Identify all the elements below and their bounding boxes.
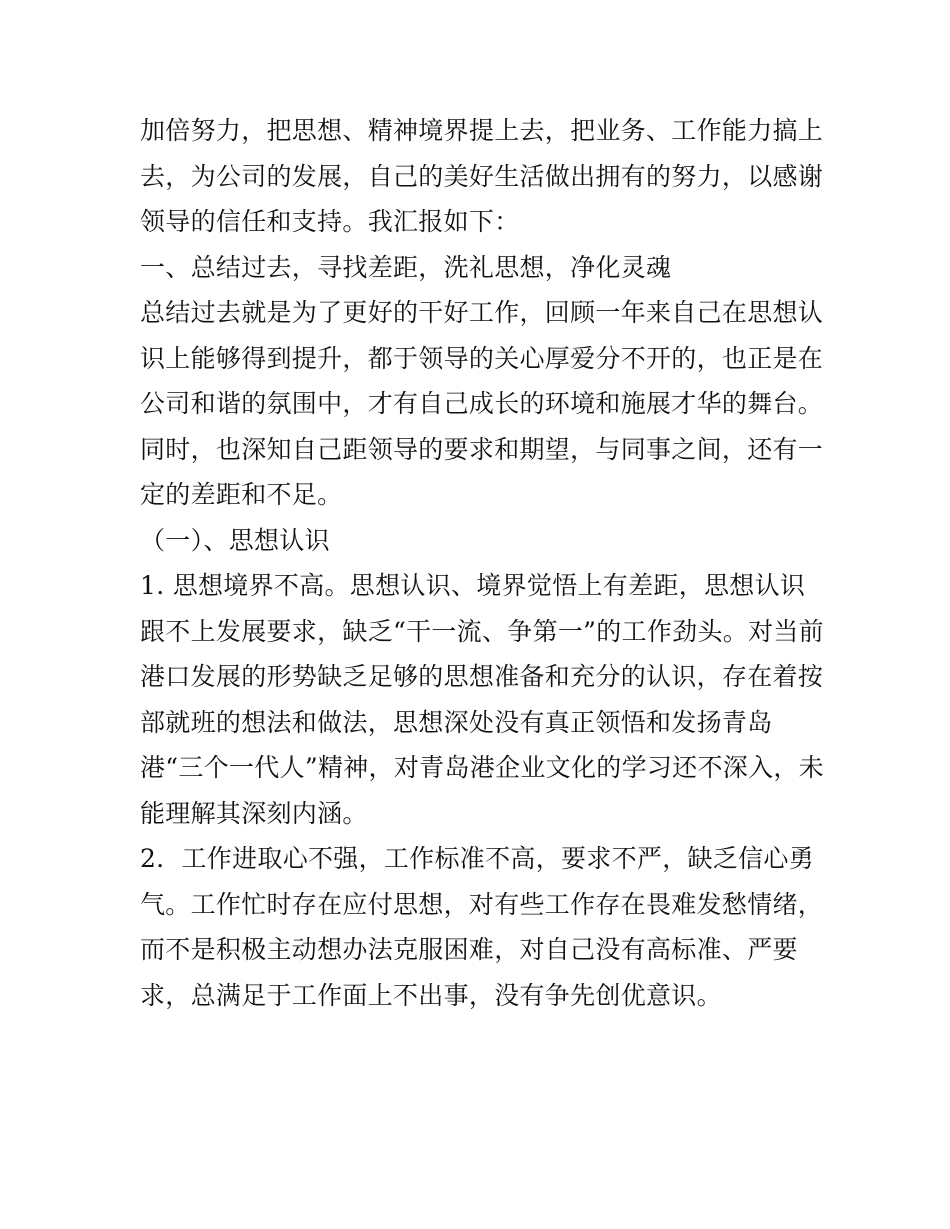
list-item-line: 求，总满足于工作面上不出事，没有争先创优意识。 xyxy=(140,980,722,1010)
paragraph-line: 定的差距和不足。 xyxy=(140,480,343,509)
paragraph-line: 公司和谐的氛围中，才有自己成长的环境和施展才华的舞台。 xyxy=(140,389,824,418)
document-body xyxy=(140,108,824,1018)
paragraph-line: 加倍努力，把思想、精神境界提上去，把业务、工作能力搞上 xyxy=(140,116,824,145)
list-item-line: 港口发展的形势缺乏足够的思想准备和充分的认识，存在着按 xyxy=(140,662,824,691)
list-item-line: 气。工作忙时存在应付思想，对有些工作存在畏难发愁情绪， xyxy=(140,889,824,919)
list-item-line: 能理解其深刻内涵。 xyxy=(140,798,368,828)
list-item-line: 而不是积极主动想办法克服困难，对自己没有高标准、严要 xyxy=(140,935,798,964)
list-item-line: 1. 思想境界不高。思想认识、境界觉悟上有差距，思想认识 xyxy=(140,571,806,600)
list-item-line: 港“三个一代人”精神，对青岛港企业文化的学习还不深入，未 xyxy=(140,753,824,782)
section-heading: 一、总结过去，寻找差距，洗礼思想，净化灵魂 xyxy=(140,252,672,282)
list-item-line: 跟不上发展要求，缺乏“干一流、争第一”的工作劲头。对当前 xyxy=(140,616,824,646)
list-item-line: 部就班的想法和做法，思想深处没有真正领悟和发扬青岛 xyxy=(140,707,773,737)
subsection-heading: （一）、思想认识 xyxy=(140,525,330,555)
paragraph-line: 领导的信任和支持。我汇报如下： xyxy=(140,207,520,236)
paragraph-line: 识上能够得到提升，都于领导的关心厚爱分不开的，也正是在 xyxy=(140,343,824,373)
paragraph-line: 同时，也深知自己距领导的要求和期望，与同事之间，还有一 xyxy=(140,434,824,464)
paragraph-line: 总结过去就是为了更好的干好工作，回顾一年来自己在思想认 xyxy=(140,298,824,327)
paragraph-line: 去，为公司的发展，自己的美好生活做出拥有的努力，以感谢 xyxy=(140,161,824,191)
list-item-line: 2．工作进取心不强，工作标准不高，要求不严，缺乏信心勇 xyxy=(140,844,815,873)
